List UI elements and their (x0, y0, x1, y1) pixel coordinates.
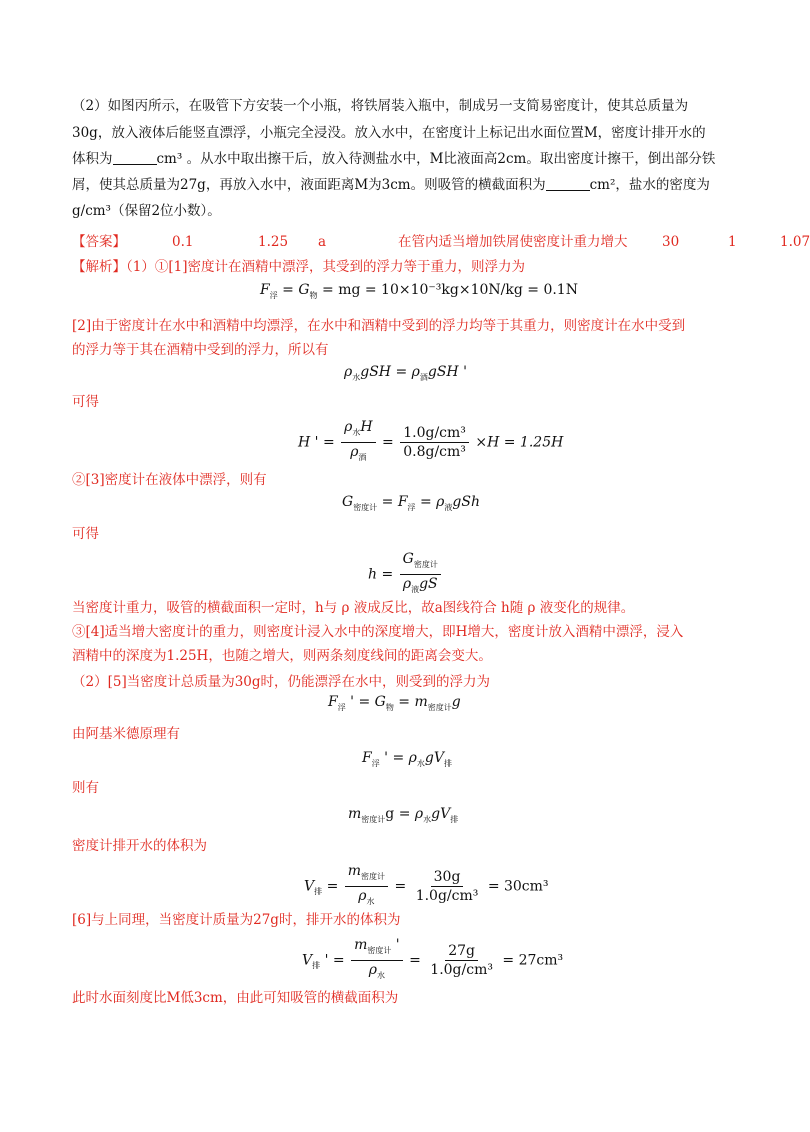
answer-line (72, 232, 810, 252)
equation-2-end: gSH ' (427, 364, 467, 380)
analysis-line-2: [2]由于密度计在水中和酒精中均漂浮，在水中和酒精中受到的浮力均等于其重力，则密度计在水中受到 (72, 318, 686, 334)
analysis-label: 【解析】 (72, 259, 126, 275)
question-line-1: （2）如图丙所示，在吸管下方安装一个小瓶，将铁屑装入瓶中，制成另一支简易密度计，使其总质量为 (72, 98, 689, 114)
equation-3-frac-1: $\frac{\rho_水H}{\rho_酒}$ (341, 418, 375, 467)
answer-value-2: 1.25 (258, 234, 289, 250)
question-line-4b: cm²，盐水的密度为 (589, 177, 710, 193)
equation-10-frac-2: $\frac{27g}{\text{1.0g/cm³}}$ (430, 942, 493, 978)
equation-5: h = $\frac{G_{密度计}}{\rho_液gS}$ (368, 550, 443, 599)
equation-2-mid: gSH = (360, 364, 412, 380)
equation-7: $F_浮$ ' = $\rho_水gV_排$ (362, 750, 452, 768)
question-line-4a: 屑，使其总质量为27g，再放入水中，液面距离M为3cm。则吸管的横截面积为 (72, 177, 546, 193)
equation-3: H ' = $\frac{\rho_水H}{\rho_酒}$ = $\frac{\text{1.0g/cm³}}{\text{0.8g/cm³}}$ ×H = 1.25H (298, 418, 563, 467)
equation-10-frac-1: $\frac{m_{密度计} '}{\rho_水}$ (351, 936, 403, 985)
question-line-4 (72, 175, 710, 195)
answer-value-6: 1 (728, 234, 737, 250)
analysis-line-10: （2）[5]当密度计总质量为30g时，仍能漂浮在水中，则受到的浮力为 (72, 674, 491, 690)
analysis-line-5: ②[3]密度计在液体中漂浮，则有 (72, 472, 267, 488)
equation-4-end: gSh (452, 494, 480, 510)
equation-8: $m_{密度计}g = \rho_水gV_排$ (348, 806, 459, 824)
equation-2: $\rho_水gSH = \rho_酒gSH$ ' (344, 364, 467, 382)
equation-3-frac-2: $\frac{\text{1.0g/cm³}}{\text{0.8g/cm³}}$ (400, 424, 469, 461)
equation-10: $V_排$ ' = $\frac{m_{密度计} '}{\rho_水}$ = $\frac{27g}{\text{1.0g/cm³}}$ = 27cm³ (302, 936, 563, 985)
equation-9-result: = 30cm³ (487, 878, 549, 895)
analysis-line-1 (72, 257, 525, 277)
analysis-line-4: 可得 (72, 394, 99, 410)
analysis-line-14: [6]与上同理，当密度计质量为27g时，排开水的体积为 (72, 912, 401, 928)
answer-value-4: 在管内适当增加铁屑使密度计重力增大 (398, 234, 628, 250)
equation-1-rhs: mg = 10×10⁻³kg×10N/kg = 0.1N (338, 282, 578, 298)
analysis-line-12: 则有 (72, 780, 99, 796)
equation-9-frac-1: $\frac{m_{密度计}}{\rho_水}$ (345, 862, 388, 911)
question-line-2: 30g，放入液体后能竖直漂浮，小瓶完全浸没。放入水中，在密度计上标记出水面位置M，密度计排开水的 (72, 125, 706, 141)
answer-blank-1 (113, 150, 157, 165)
equation-9: $V_排$ = $\frac{m_{密度计}}{\rho_水}$ = $\frac{30g}{\text{1.0g/cm³}}$ = 30cm³ (304, 862, 549, 911)
analysis-line-3: 的浮力等于其在酒精中受到的浮力，所以有 (72, 342, 329, 358)
question-line-3 (72, 149, 715, 169)
answer-blank-2 (546, 176, 590, 191)
answer-value-7: 1.07 (780, 234, 810, 250)
question-line-3b: cm³ 。从水中取出擦干后，放入待测盐水中，M比液面高2cm。取出密度计擦干，倒出部分铁 (156, 151, 716, 167)
analysis-line-13: 密度计排开水的体积为 (72, 838, 207, 854)
equation-1: $F_浮 = G_物$ = mg = 10×10⁻³kg×10N/kg = 0.1N (260, 282, 578, 300)
equation-4: $G_{密度计} = F_浮 = \rho_液gSh$ (342, 494, 480, 512)
equation-3-end: ×H = 1.25H (475, 434, 564, 451)
analysis-line-7: 当密度计重力，吸管的横截面积一定时，h与 ρ 液成反比，故a图线符合 h随 ρ 液变化的规律。 (72, 600, 635, 616)
analysis-line-11: 由阿基米德原理有 (72, 726, 180, 742)
answer-value-3: a (318, 234, 327, 250)
analysis-line-9: 酒精中的深度为1.25H，也随之增大，则两条刻度线间的距离会变大。 (72, 648, 492, 664)
answer-value-1: 0.1 (172, 234, 194, 250)
equation-6: $F_浮$ ' = $G_物 = m_{密度计}g$ (328, 694, 461, 712)
analysis-line-8: ③[4]适当增大密度计的重力，则密度计浸入水中的深度增大，即H增大，密度计放入酒精中漂浮，浸入 (72, 624, 684, 640)
analysis-text-1: （1）①[1]密度计在酒精中漂浮，其受到的浮力等于重力，则浮力为 (126, 259, 525, 275)
answer-label: 【答案】 (72, 234, 126, 250)
equation-5-frac: $\frac{G_{密度计}}{\rho_液gS}$ (400, 550, 441, 599)
question-line-5: g/cm³（保留2位小数）。 (72, 203, 221, 219)
answer-value-5: 30 (662, 234, 680, 250)
equation-10-result: = 27cm³ (502, 952, 564, 969)
analysis-line-15: 此时水面刻度比M低3cm，由此可知吸管的横截面积为 (72, 990, 399, 1006)
question-line-3a: 体积为 (72, 151, 113, 167)
analysis-line-6: 可得 (72, 526, 99, 542)
equation-9-frac-2: $\frac{30g}{\text{1.0g/cm³}}$ (415, 868, 479, 904)
